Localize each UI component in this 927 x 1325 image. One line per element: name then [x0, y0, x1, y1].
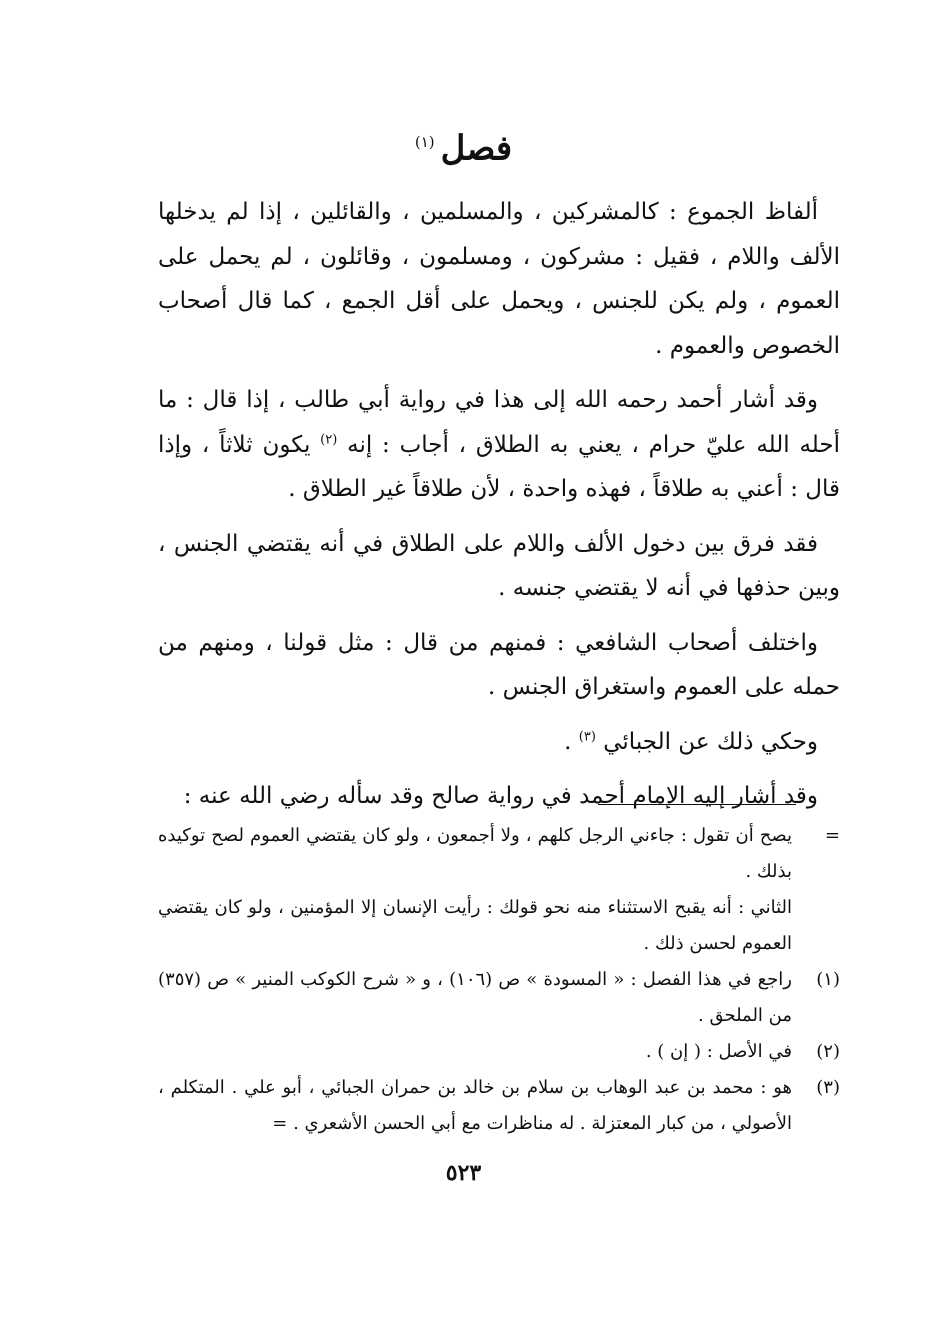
paragraph-5-text-a: وحكي ذلك عن الجبائي: [603, 728, 818, 755]
page-number: ٥٢٣: [445, 1160, 482, 1186]
footnote-continued-line-2: الثاني : أنه يقبح الاستثناء منه نحو قولك : رأيت الإنسان إلا المؤمنين ، ولو كان يقتضي العموم لحسن ذلك .: [158, 897, 792, 954]
paragraph-2-text-b: يكون ثلاثاً ، وإذا قال : أعني به طلاقاً ، فهذه واحدة ، لأن طلاقاً غير الطلاق .: [158, 431, 840, 502]
paragraph-5-text-b: .: [564, 728, 572, 755]
paragraph-4: واختلف أصحاب الشافعي : فمنهم من قال : مثل قولنا ، ومنهم من حمله على العموم واستغراق الجنس .: [158, 629, 840, 700]
heading-footnote-ref: (١): [414, 133, 435, 151]
footnote-ref-3: (٣): [578, 728, 596, 744]
footnote-2-mark: (٢): [816, 1041, 840, 1062]
footnote-3: [158, 1070, 840, 1142]
footnote-continued: [158, 818, 840, 962]
paragraph-2: [158, 378, 840, 512]
footnote-3-mark: (٣): [816, 1077, 840, 1098]
paragraph-3: فقد فرق بين دخول الألف واللام على الطلاق في أنه يقتضي الجنس ، وبين حذفها في أنه لا يقتضي جنسه .: [158, 530, 840, 601]
footnote-2: [158, 1034, 840, 1070]
paragraph-6: وقد أشار إليه الإمام أحمد في رواية صالح وقد سأله رضي الله عنه :: [183, 783, 818, 809]
section-heading: [0, 118, 927, 172]
paragraph-1: ألفاظ الجموع : كالمشركين ، والمسلمين ، والقائلين ، إذا لم يدخلها الألف واللام ، فقيل : مشركون ، ومسلمون ، وقائلون ، لم يحمل على العموم ، ولم يكن للجنس ، ويحمل على أقل الجمع ، كما قال أصحاب الخصوص والعموم .: [158, 199, 840, 359]
footnote-2-text: في الأصل : ( إن ) .: [645, 1041, 792, 1062]
paragraph-2-text-a: وقد أشار أحمد رحمه الله إلى هذا في رواية أبي طالب ، إذا قال : ما أحله الله عليّ حرام ، يعني به الطلاق ، أجاب : إنه: [158, 387, 841, 458]
footnote-ref-2: (٢): [320, 431, 338, 447]
footnote-continued-line-1: يصح أن تقول : جاءني الرجل كلهم ، ولا أجمعون ، ولو كان يقتضي العموم لصح توكيده بذلك .: [158, 825, 792, 882]
footnote-continued-body: [158, 818, 792, 962]
continuation-mark: =: [824, 825, 840, 846]
footnotes: [158, 818, 840, 1142]
section-title: فصل: [440, 128, 513, 169]
footnote-3-text: هو : محمد بن عبد الوهاب بن سلام بن خالد بن حمران الجبائي ، أبو علي . المتكلم ، الأصولي ، من كبار المعتزلة . له مناظرات مع أبي الحسن الأشعري . =: [158, 1077, 792, 1134]
paragraph-5: [158, 720, 840, 765]
footnote-1: [158, 962, 840, 1034]
footnote-1-text: راجع في هذا الفصل : « المسودة » ص (١٠٦) ، و « شرح الكوكب المنير » ص (٣٥٧) من الملحق .: [158, 969, 792, 1026]
footnote-1-mark: (١): [816, 969, 840, 990]
main-text: [158, 190, 840, 829]
footnote-separator: [598, 804, 796, 805]
